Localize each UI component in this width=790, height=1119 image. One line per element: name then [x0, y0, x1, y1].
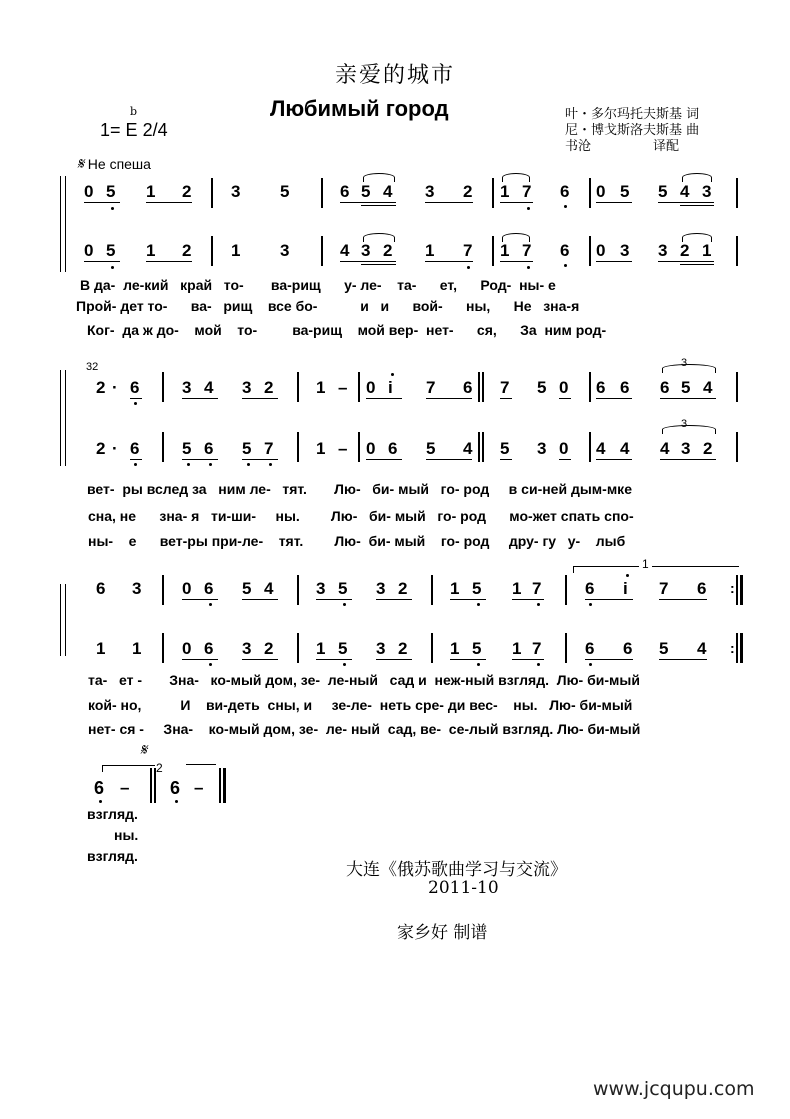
barline	[297, 575, 299, 605]
barline	[589, 432, 591, 462]
barline	[162, 372, 164, 402]
system-bracket	[60, 584, 66, 656]
note: 6	[170, 778, 181, 798]
barline	[431, 633, 433, 663]
triplet-mark: 3	[681, 418, 688, 430]
tuplet-bracket	[662, 364, 716, 373]
barline	[736, 178, 738, 208]
barline	[492, 236, 494, 266]
credits	[565, 107, 699, 155]
source-credit: 大连《俄苏歌曲学习与交流》	[346, 860, 567, 880]
barline	[211, 178, 213, 208]
double-barline	[150, 768, 152, 803]
watermark-link[interactable]: www.jcqupu.com	[593, 1078, 755, 1100]
repeat-start	[482, 432, 484, 462]
lyrics-verse-1: та- ет - Зна- ко-мый дом, зе- ле-ный сад и неж-ный взгляд. Лю- би-мый	[88, 672, 640, 688]
volta-2-label: 2	[156, 761, 163, 775]
note: –	[194, 778, 204, 797]
tuplet-bracket	[662, 425, 716, 434]
credit-translator: 书沧 译配	[565, 139, 679, 154]
tempo-mark	[77, 154, 151, 174]
segno-icon: 𝄋	[77, 154, 84, 173]
repeat-end	[740, 575, 743, 605]
volta-1-label: 1	[639, 557, 652, 571]
barline	[358, 372, 360, 402]
tie	[502, 233, 530, 242]
system-bracket	[60, 176, 66, 272]
note: 6	[94, 778, 105, 798]
note: –	[120, 778, 130, 797]
barline	[358, 432, 360, 462]
grace-notes: 32	[86, 361, 99, 373]
barline	[297, 633, 299, 663]
barline	[565, 575, 567, 605]
system-bracket	[60, 370, 66, 466]
barline	[162, 575, 164, 605]
key-prefix: 1=	[100, 120, 121, 140]
triplet-mark: 3	[681, 357, 688, 369]
barline	[589, 372, 591, 402]
repeat-end	[736, 575, 738, 605]
tie	[682, 173, 712, 182]
lyrics-verse-3: Ког- да ж до- мой то- ва-рищ мой вер- нет- ся, За ним род-	[87, 322, 607, 338]
title-russian: Любимый город	[270, 96, 449, 121]
barline	[297, 372, 299, 402]
tempo-text: Не спеша	[87, 156, 151, 172]
lyrics-verse-2: кой- но, И ви-деть сны, и зе-ле- неть сре- ди вес- ны. Лю- би-мый	[88, 697, 633, 713]
lyrics-verse-3: взгляд.	[87, 848, 138, 864]
barline	[589, 236, 591, 266]
final-barline	[219, 768, 221, 803]
volta-2-bracket	[102, 765, 155, 772]
lyrics-verse-1: взгляд.	[87, 806, 138, 822]
barline	[565, 633, 567, 663]
key-signature	[100, 120, 168, 141]
barline	[321, 178, 323, 208]
lyrics-verse-2: Прой- дет то- ва- рищ все бо- и и вой- ны, Не зна-я	[76, 298, 580, 314]
barline	[211, 236, 213, 266]
repeat-start	[482, 372, 484, 402]
repeat-start	[478, 372, 480, 402]
barline	[736, 432, 738, 462]
final-barline	[223, 768, 226, 803]
time-signature: 2/4	[142, 120, 168, 140]
volta-1-bracket	[573, 566, 739, 573]
lyrics-verse-2: ны.	[114, 827, 139, 843]
segno-icon: 𝄋	[140, 740, 147, 759]
repeat-end	[736, 633, 738, 663]
lyrics-verse-3: ны- е вет-ры при-ле- тят. Лю- би- мый го- род дру- гу у- лыб	[88, 533, 626, 549]
barline	[492, 178, 494, 208]
barline	[736, 236, 738, 266]
barline	[431, 575, 433, 605]
tie	[682, 233, 712, 242]
repeat-end	[740, 633, 743, 663]
lyrics-verse-1: вет- ры вслед за ним ле- тят. Лю- би- мый го- род в си-ней дым-мке	[87, 481, 632, 497]
barline	[162, 432, 164, 462]
credit-composer: 尼・博戈斯洛夫斯基 曲	[565, 123, 700, 138]
lyrics-verse-2: сна, не зна- я ти-ши- ны. Лю- би- мый го- род мо-жет спать спо-	[88, 508, 634, 524]
barline	[162, 633, 164, 663]
flat-sign: b	[130, 105, 138, 118]
tie	[363, 173, 395, 182]
credit-lyricist: 叶・多尔玛托夫斯基 词	[565, 107, 700, 122]
lyrics-verse-3: нет- ся - Зна- ко-мый дом, зе- ле- ный сад, ве- се-лый взгляд. Лю- би-мый	[88, 721, 641, 737]
tie	[502, 173, 530, 182]
tie	[363, 233, 395, 242]
key-note: E	[125, 120, 138, 140]
repeat-start	[478, 432, 480, 462]
barline	[736, 372, 738, 402]
double-barline	[154, 768, 156, 803]
lyrics-verse-1: В да- ле-кий край то- ва-рищ у- ле- та- ет, Род- ны- е	[80, 277, 556, 293]
volta-line	[186, 764, 216, 765]
title-chinese: 亲爱的城市	[334, 63, 455, 88]
barline	[321, 236, 323, 266]
barline	[589, 178, 591, 208]
date: 2011-10	[428, 878, 499, 898]
barline	[297, 432, 299, 462]
transcriber: 家乡好 制谱	[397, 923, 488, 943]
